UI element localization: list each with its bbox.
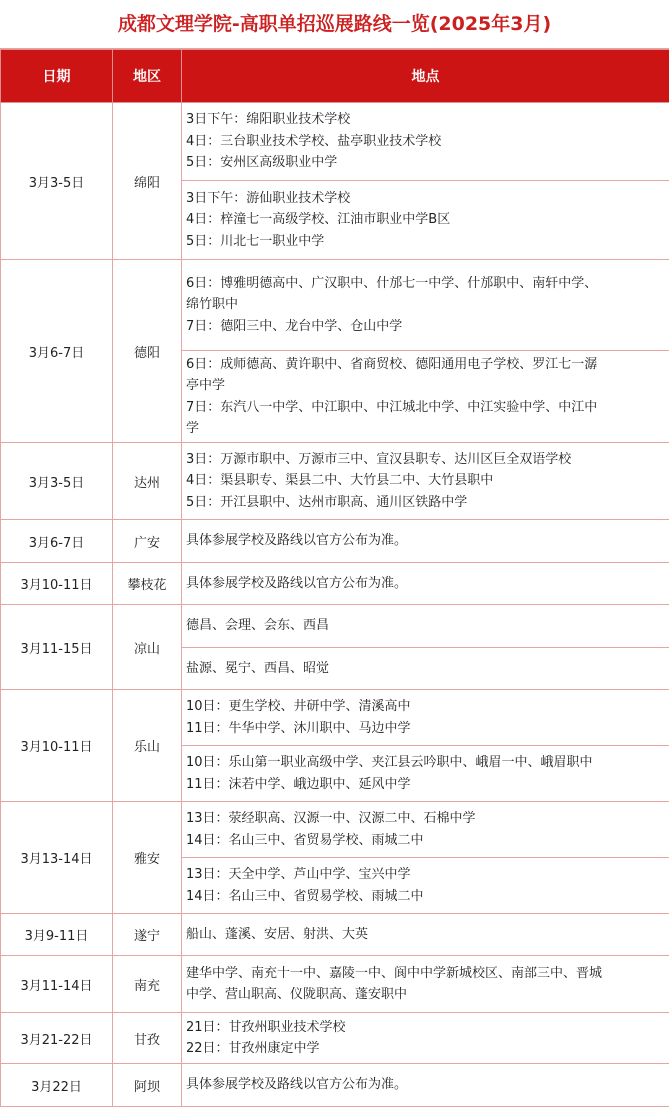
place-line: 3日下午：游仙职业技术学校 — [186, 190, 351, 206]
date-cell: 3月9-11日 — [1, 914, 113, 956]
header-region: 地区 — [113, 50, 182, 103]
region-cell: 南充 — [113, 956, 182, 1013]
place-cell — [182, 1013, 669, 1064]
place-cell — [182, 802, 669, 858]
place-line: 学 — [186, 421, 200, 436]
place-line: 具体参展学校及路线以官方公布为准。 — [186, 533, 408, 549]
table-row — [1, 1013, 669, 1064]
place-cell — [182, 858, 669, 914]
date-cell: 3月6-7日 — [1, 520, 113, 563]
place-line: 13日：天全中学、芦山中学、宝兴中学 — [186, 867, 411, 882]
place-line: 4日：三台职业技术学校、盐亭职业技术学校 — [186, 133, 442, 149]
region-cell: 阿坝 — [113, 1064, 182, 1107]
table-header — [1, 50, 669, 103]
date-cell: 3月22日 — [1, 1064, 113, 1107]
place-line: 22日：甘孜州康定中学 — [186, 1041, 320, 1056]
place-line: 14日：名山三中、省贸易学校、雨城二中 — [186, 832, 424, 848]
table-row — [1, 802, 669, 858]
table-row — [1, 605, 669, 648]
table-row — [1, 914, 669, 956]
place-line: 3日：万源市职中、万源市三中、宣汉县职专、达川区巨全双语学校 — [186, 451, 572, 467]
place-line: 4日：渠县职专、渠县二中、大竹县二中、大竹县职中 — [186, 473, 494, 489]
date-cell: 3月13-14日 — [1, 802, 113, 914]
place-line: 21日：甘孜州职业技术学校 — [186, 1019, 346, 1035]
table-row — [1, 1064, 669, 1107]
place-cell — [182, 351, 669, 443]
date-cell: 3月11-14日 — [1, 956, 113, 1013]
place-line: 6日：成师德高、黄许职中、省商贸校、德阳通用电子学校、罗江七一潺 — [186, 356, 598, 372]
place-line: 船山、蓬溪、安居、射洪、大英 — [186, 926, 369, 942]
place-cell — [182, 914, 669, 956]
place-cell — [182, 1064, 669, 1107]
place-line: 中学、营山职高、仪陇职高、蓬安职中 — [186, 987, 408, 1002]
table-row — [1, 690, 669, 746]
region-cell: 凉山 — [113, 605, 182, 690]
place-line: 10日：乐山第一职业高级中学、夹江县云吟职中、峨眉一中、峨眉职中 — [186, 755, 593, 770]
place-line: 5日：安州区高级职业中学 — [186, 155, 338, 171]
place-cell — [182, 648, 669, 690]
table-row — [1, 563, 669, 605]
table-row — [1, 103, 669, 181]
place-line: 6日：博雅明德高中、广汉职中、什邡七一中学、什邡职中、南轩中学、 — [186, 275, 598, 291]
place-cell — [182, 260, 669, 351]
place-cell — [182, 746, 669, 802]
header-place: 地点 — [182, 50, 669, 103]
table-row — [1, 260, 669, 351]
header-date: 日期 — [1, 50, 113, 103]
place-cell — [182, 103, 669, 181]
place-line: 3日下午：绵阳职业技术学校 — [186, 112, 351, 128]
place-cell — [182, 520, 669, 563]
place-cell — [182, 956, 669, 1013]
place-cell — [182, 605, 669, 648]
table-row — [1, 443, 669, 520]
region-cell: 甘孜 — [113, 1013, 182, 1064]
place-line: 4日：梓潼七一高级学校、江油市职业中学B区 — [186, 212, 451, 228]
date-cell: 3月21-22日 — [1, 1013, 113, 1064]
table-body — [1, 103, 669, 1107]
region-cell: 攀枝花 — [113, 563, 182, 605]
place-line: 5日：川北七一职业中学 — [186, 233, 325, 249]
place-line: 11日：牛华中学、沐川职中、马边中学 — [186, 720, 411, 736]
place-line: 具体参展学校及路线以官方公布为准。 — [186, 575, 408, 591]
place-line: 5日：开江县职中、达州市职高、通川区铁路中学 — [186, 494, 468, 510]
region-cell: 达州 — [113, 443, 182, 520]
place-cell — [182, 443, 669, 520]
place-cell — [182, 690, 669, 746]
region-cell: 广安 — [113, 520, 182, 563]
region-cell: 雅安 — [113, 802, 182, 914]
place-cell — [182, 563, 669, 605]
place-line: 亭中学 — [186, 378, 226, 393]
place-line: 盐源、冕宁、西昌、昭觉 — [186, 660, 330, 676]
place-line: 11日：沫若中学、峨边职中、延风中学 — [186, 776, 411, 792]
date-cell: 3月11-15日 — [1, 605, 113, 690]
place-line: 14日：名山三中、省贸易学校、雨城二中 — [186, 888, 424, 904]
table-row — [1, 520, 669, 563]
date-cell: 3月6-7日 — [1, 260, 113, 443]
place-line: 10日：更生学校、井研中学、清溪高中 — [186, 699, 411, 714]
date-cell: 3月3-5日 — [1, 103, 113, 260]
region-cell: 绵阳 — [113, 103, 182, 260]
place-line: 13日：荥经职高、汉源一中、汉源二中、石棉中学 — [186, 811, 476, 826]
table-row — [1, 956, 669, 1013]
page-title: 成都文理学院-高职单招巡展路线一览(2025年3月) — [0, 0, 669, 49]
place-line: 7日：东汽八一中学、中江职中、中江城北中学、中江实验中学、中江中 — [186, 399, 598, 415]
date-cell: 3月10-11日 — [1, 690, 113, 802]
place-line: 7日：德阳三中、龙台中学、仓山中学 — [186, 318, 403, 334]
date-cell: 3月10-11日 — [1, 563, 113, 605]
place-line: 具体参展学校及路线以官方公布为准。 — [186, 1077, 408, 1093]
place-line: 建华中学、南充十一中、嘉陵一中、阆中中学新城校区、南部三中、晋城 — [186, 965, 603, 981]
place-cell — [182, 181, 669, 260]
place-line: 绵竹职中 — [186, 297, 239, 313]
region-cell: 乐山 — [113, 690, 182, 802]
schedule-table — [0, 49, 669, 1107]
place-line: 德昌、会理、会东、西昌 — [186, 618, 330, 634]
region-cell: 遂宁 — [113, 914, 182, 956]
region-cell: 德阳 — [113, 260, 182, 443]
date-cell: 3月3-5日 — [1, 443, 113, 520]
